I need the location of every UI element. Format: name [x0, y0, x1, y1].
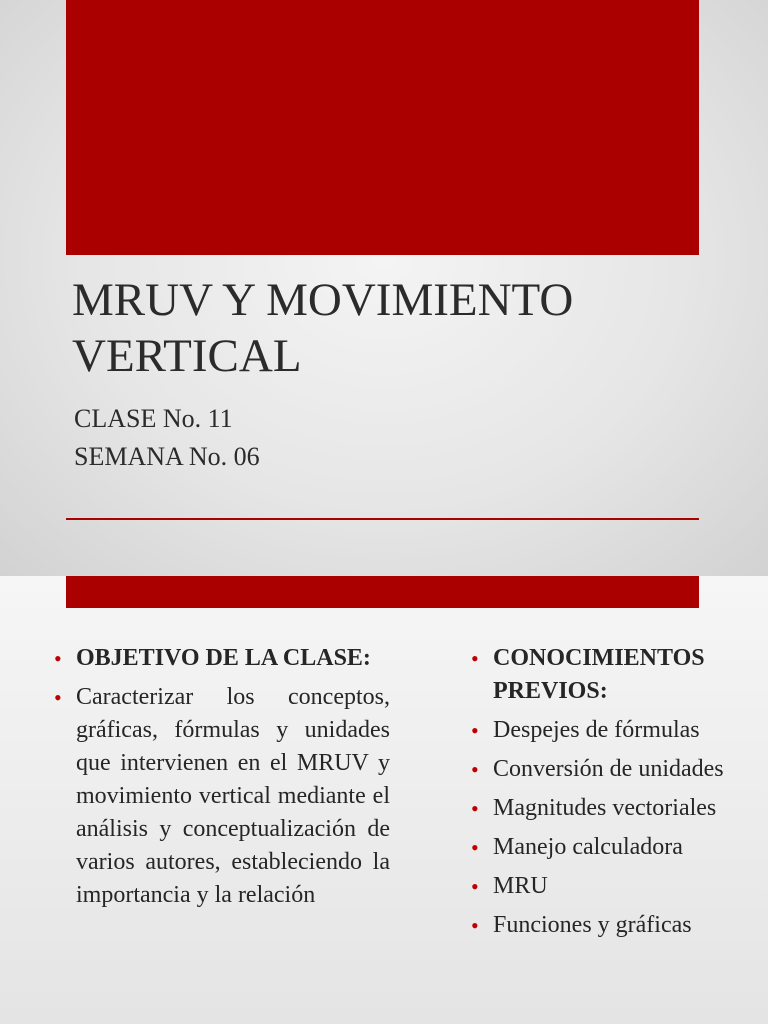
- list-item: • Manejo calculadora: [469, 831, 759, 864]
- bullet-icon: •: [471, 796, 479, 821]
- prior-knowledge-column: [469, 642, 759, 948]
- bullet-icon: •: [54, 685, 62, 710]
- bullet-icon: •: [471, 646, 479, 671]
- objective-body: Caracterizar los conceptos, gráficas, fórmulas y unidades que intervienen en el MRUV y movimiento vertical mediante el análisis y conceptualización de varios autores, estableciendo la importancia y la relación: [76, 684, 390, 908]
- prior-knowledge-heading: CONOCIMIENTOS PREVIOS:: [493, 645, 705, 704]
- bullet-icon: •: [471, 874, 479, 899]
- list-item: • Magnitudes vectoriales: [469, 792, 759, 825]
- bullet-icon: •: [54, 646, 62, 671]
- header-color-band: [66, 0, 699, 255]
- slide-subtitle: [74, 400, 260, 476]
- objective-body-item: [52, 681, 390, 912]
- title-line-2: VERTICAL: [72, 330, 302, 382]
- subtitle-class: CLASE No. 11: [74, 404, 233, 433]
- prior-knowledge-heading-item: [469, 642, 759, 708]
- list-item: • MRU: [469, 870, 759, 903]
- subtitle-week: SEMANA No. 06: [74, 442, 260, 471]
- bullet-icon: •: [471, 835, 479, 860]
- objective-column: [52, 642, 390, 918]
- list-item: • Funciones y gráficas: [469, 909, 759, 942]
- bullet-icon: •: [471, 718, 479, 743]
- objective-heading: OBJETIVO DE LA CLASE:: [76, 645, 371, 671]
- list-item: • Despejes de fórmulas: [469, 714, 759, 747]
- bullet-icon: •: [471, 757, 479, 782]
- bullet-icon: •: [471, 913, 479, 938]
- content-slide: [0, 576, 768, 1024]
- objective-heading-item: [52, 642, 390, 675]
- divider-line: [66, 518, 699, 520]
- header-color-band: [66, 576, 699, 608]
- list-item: • Conversión de unidades: [469, 753, 759, 786]
- slide-title: [72, 272, 712, 384]
- title-line-1: MRUV Y MOVIMIENTO: [72, 274, 574, 326]
